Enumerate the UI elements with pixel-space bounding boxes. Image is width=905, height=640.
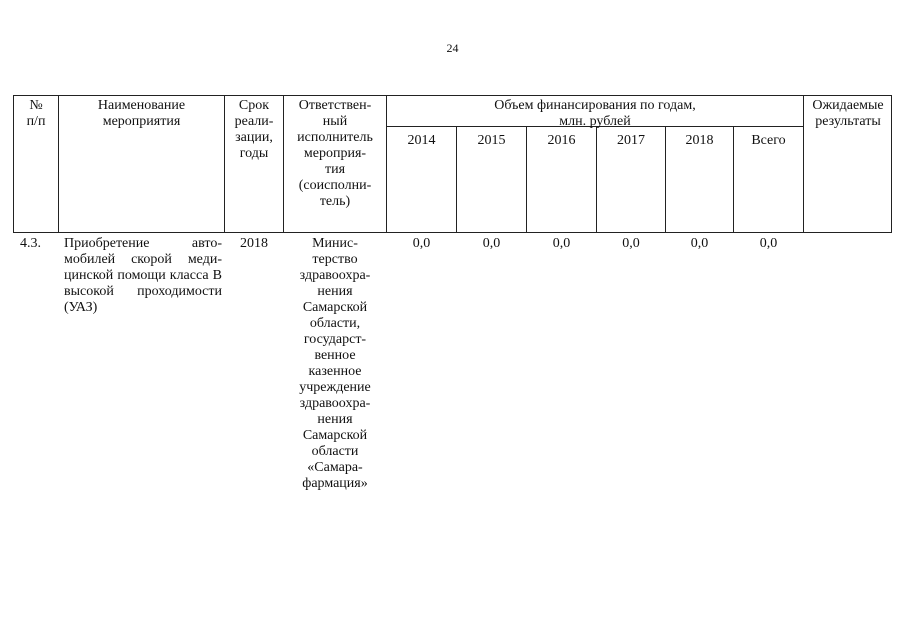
header-year-2016: 2016	[547, 133, 576, 148]
row-value-2017: 0,0	[622, 236, 640, 251]
header-results: Ожидаемые результаты	[812, 98, 884, 129]
header-year-2018: 2018	[685, 133, 714, 148]
row-value-2018: 0,0	[690, 236, 709, 251]
header-year-2015: 2015	[477, 133, 506, 148]
header-bottom-rule	[13, 232, 892, 233]
header-name: Наименование мероприятия	[97, 98, 186, 129]
row-num: 4.3.	[20, 236, 41, 251]
header-year-2017: 2017	[617, 133, 645, 148]
header-year-2014: 2014	[407, 133, 436, 148]
header-executor: Ответствен- ный исполнитель мероприя- тия (соисполни- тель)	[297, 98, 373, 209]
financing-table	[13, 95, 892, 515]
header-term: Срок реали- зации, годы	[234, 98, 274, 161]
row-executor: Минис- терство здравоохра- нения Самарской области, государст- венное казенное учреждение здравоохра- нения Самарской области «Самара- фармация»	[299, 236, 371, 491]
row-value-2015: 0,0	[482, 236, 501, 251]
header-year-total: Всего	[751, 133, 786, 148]
row-term: 2018	[240, 236, 268, 251]
table-top-border-results	[803, 95, 892, 96]
header-num: № п/п	[26, 98, 46, 129]
row-value-total: 0,0	[759, 236, 778, 251]
row-value-2014: 0,0	[412, 236, 431, 251]
page-number: 24	[446, 41, 459, 55]
table-top-border	[13, 95, 803, 96]
row-value-2016: 0,0	[552, 236, 571, 251]
row-name: Приобретение авто-мобилей скорой меди-цинской помощи класса В высокой проходимости (УАЗ)	[64, 236, 222, 315]
header-financing: Объем финансирования по годам, млн. рублей	[494, 98, 696, 129]
